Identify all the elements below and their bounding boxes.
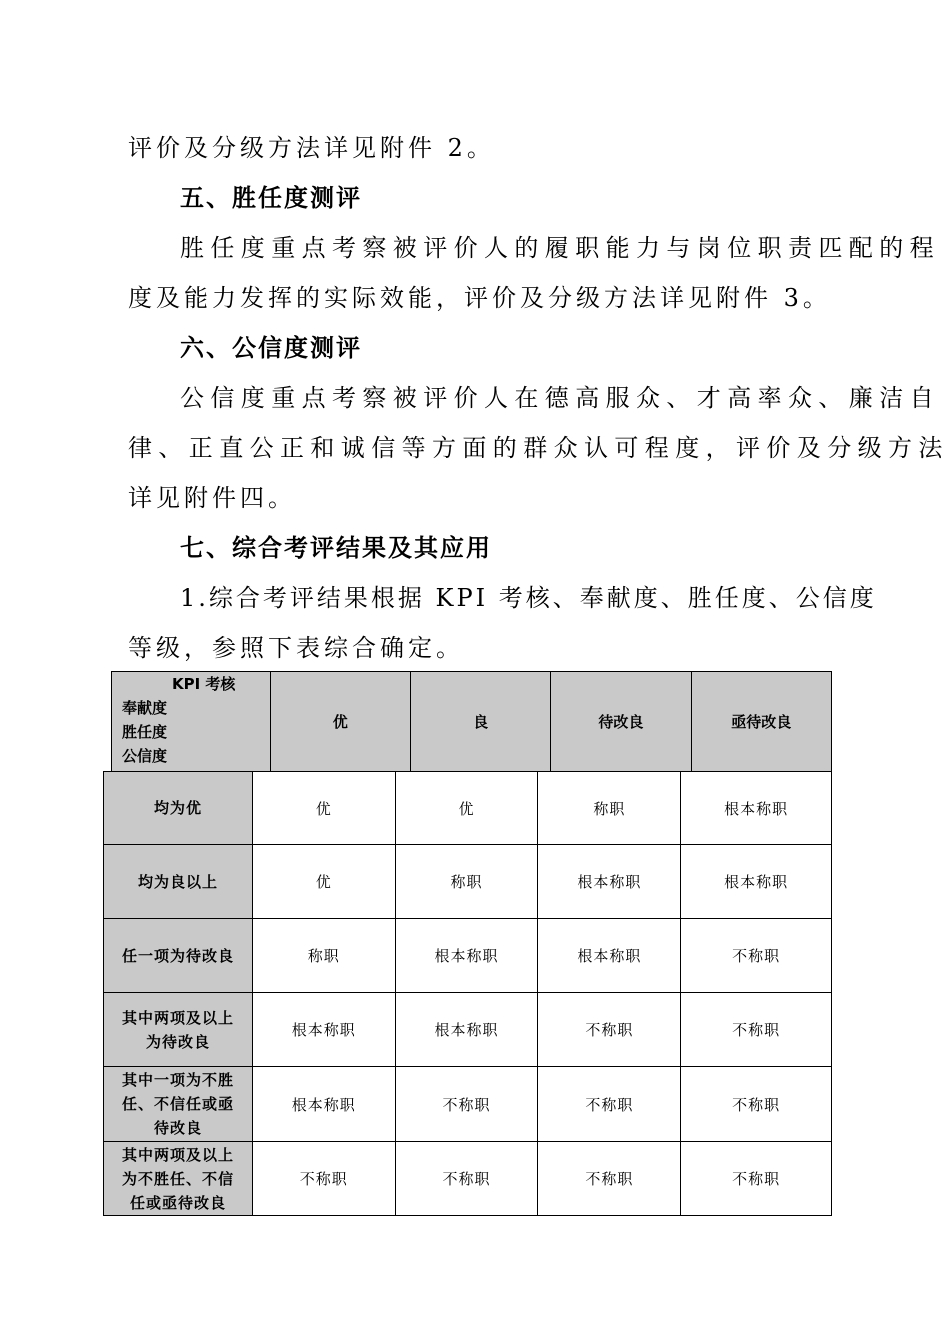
evaluation-table-header: [111, 671, 832, 772]
paragraph-line: 度及能力发挥的实际效能，评价及分级方法详见附件 3。: [128, 284, 831, 312]
table-cell: 不称职: [681, 1067, 832, 1142]
row-header: [104, 919, 253, 993]
table-cell: 根本称职: [395, 993, 538, 1067]
column-header: 亟待改良: [691, 672, 831, 772]
table-cell: 优: [252, 845, 395, 919]
table-cell: 不称职: [538, 1067, 681, 1142]
evaluation-table-body: [103, 771, 832, 1216]
section-heading-7: 七、综合考评结果及其应用: [180, 534, 492, 562]
row-header-line: 任一项为待改良: [121, 946, 234, 965]
table-row: [104, 1067, 832, 1142]
table-cell: 称职: [395, 845, 538, 919]
table-row: [104, 845, 832, 919]
table-cell: 不称职: [252, 1142, 395, 1216]
section-heading-5: 五、胜任度测评: [180, 184, 362, 212]
paragraph-line: 1.综合考评结果根据 KPI 考核、奉献度、胜任度、公信度: [180, 584, 877, 612]
row-header-line: 为不胜任、不信: [121, 1169, 234, 1188]
row-header-line: 其中一项为不胜: [121, 1071, 234, 1089]
table-row: [104, 993, 832, 1067]
table-row: [104, 1142, 832, 1216]
paragraph-line: 公信度重点考察被评价人在德高服众、才高率众、廉洁自: [180, 384, 940, 412]
table-cell: 不称职: [538, 1142, 681, 1216]
paragraph-line: 律、正直公正和诚信等方面的群众认可程度，评价及分级方法: [128, 434, 949, 462]
row-header: [104, 993, 253, 1067]
table-cell: 根本称职: [252, 993, 395, 1067]
column-header: 优: [270, 672, 410, 772]
table-cell: 根本称职: [681, 772, 832, 845]
corner-label: 奉献度: [122, 699, 168, 717]
table-cell: 称职: [252, 919, 395, 993]
table-cell: 根本称职: [681, 845, 832, 919]
corner-label: 胜任度: [122, 723, 168, 741]
table-cell: 不称职: [681, 1142, 832, 1216]
table-row: [104, 919, 832, 993]
table-cell: 优: [395, 772, 538, 845]
table-cell: 根本称职: [538, 919, 681, 993]
table-cell: 优: [252, 772, 395, 845]
table-cell: 称职: [538, 772, 681, 845]
table-cell: 不称职: [395, 1142, 538, 1216]
row-header-line: 任、不信任或亟: [121, 1095, 234, 1113]
table-cell: 不称职: [395, 1067, 538, 1142]
row-header-line: 均为优: [153, 799, 202, 817]
table-cell: 不称职: [681, 919, 832, 993]
row-header-line: 为待改良: [145, 1032, 210, 1051]
row-header: [104, 1067, 253, 1142]
row-header: [104, 1142, 253, 1216]
row-header-line: 待改良: [153, 1119, 202, 1137]
table-corner-cell: [112, 672, 271, 772]
table-row: [104, 772, 832, 845]
row-header: [104, 845, 253, 919]
table-cell: 根本称职: [252, 1067, 395, 1142]
row-header-line: 其中两项及以上: [121, 1008, 234, 1027]
paragraph-line: 胜任度重点考察被评价人的履职能力与岗位职责匹配的程: [180, 234, 940, 262]
paragraph-line: 评价及分级方法详见附件 2。: [128, 134, 495, 162]
table-cell: 不称职: [681, 993, 832, 1067]
column-header: 良: [410, 672, 550, 772]
column-header: 待改良: [551, 672, 691, 772]
paragraph-line: 等级，参照下表综合确定。: [128, 634, 464, 662]
corner-label: 公信度: [122, 747, 168, 765]
paragraph-line: 详见附件四。: [128, 484, 296, 512]
table-cell: 不称职: [538, 993, 681, 1067]
row-header-line: 任或亟待改良: [129, 1193, 226, 1212]
section-heading-6: 六、公信度测评: [180, 334, 362, 362]
table-cell: 根本称职: [395, 919, 538, 993]
row-header-line: 其中两项及以上: [121, 1145, 234, 1164]
corner-label: KPI 考核: [172, 675, 236, 693]
row-header-line: 均为良以上: [137, 872, 218, 891]
table-cell: 根本称职: [538, 845, 681, 919]
row-header: [104, 772, 253, 845]
